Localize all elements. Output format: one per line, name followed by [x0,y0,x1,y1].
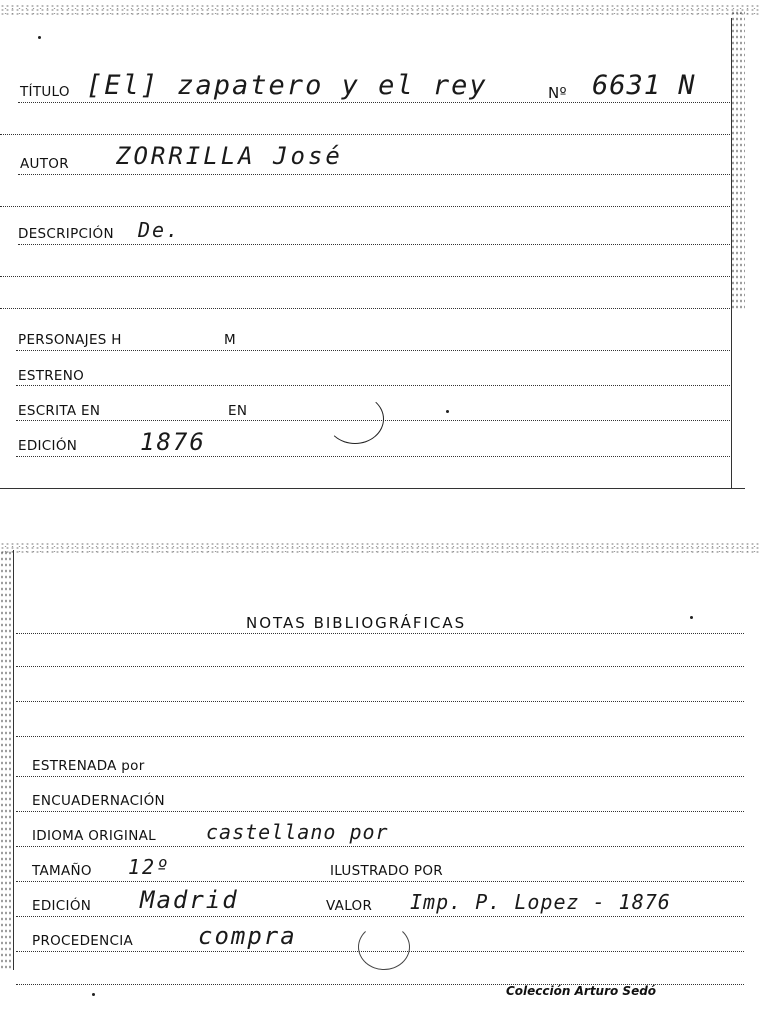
idioma-label: IDIOMA ORIGINAL [32,828,156,844]
valor-label: VALOR [326,898,373,914]
encuadernacion-label: ENCUADERNACIÓN [32,793,165,809]
blank-rule-6 [16,701,744,702]
card-bottom-border [0,488,745,489]
blank-rule-2 [0,206,730,207]
titulo-rule [18,102,730,103]
ink-speck [38,36,41,39]
encuadernacion-rule [16,811,744,812]
ilustrado-label: ILUSTRADO POR [330,863,443,879]
escrita-label: ESCRITA EN [18,403,101,419]
procedencia-value: compra [198,922,297,950]
edicion-value: 1876 [140,428,206,456]
numero-value: 6631 N [592,70,696,101]
estreno-rule [16,385,730,386]
autor-value: ZORRILLA José [116,142,343,170]
estrenada-label: ESTRENADA por [32,758,145,774]
idioma-value: castellano por [206,820,389,844]
idioma-rule [16,846,744,847]
descripcion-rule [18,244,730,245]
edicion2-value: Madrid [140,886,239,914]
tamano-value: 12º [128,855,171,879]
titulo-label: TÍTULO [20,84,70,100]
blank-rule-5 [16,666,744,667]
personajes-m-label: M [224,332,236,348]
ink-speck [446,410,449,413]
blank-rule-4 [0,308,730,309]
card-right-edge-texture [731,10,745,310]
card-left-edge-texture [0,550,14,970]
edicion2-rule [16,916,744,917]
card-top-edge-texture [0,542,759,554]
ink-speck [92,993,95,996]
catalog-card-main [0,0,759,495]
descripcion-value: De. [138,218,181,242]
autor-label: AUTOR [20,156,69,172]
tamano-rule [16,881,744,882]
card-right-border [731,18,732,488]
personajes-rule [16,350,730,351]
blank-rule-1 [0,134,730,135]
blank-rule-7 [16,736,744,737]
estrenada-rule [16,776,744,777]
edicion-rule [16,456,730,457]
card-left-border [13,550,14,970]
stamp-mark [326,394,384,444]
descripcion-label: DESCRIPCIÓN [18,226,114,242]
tamano-label: TAMAÑO [32,863,92,879]
edicion-label: EDICIÓN [18,438,78,454]
edicion2-label: EDICIÓN [32,898,92,914]
notes-heading: NOTAS BIBLIOGRÁFICAS [246,614,467,632]
autor-rule [18,174,730,175]
collection-credit: Colección Arturo Sedó [506,984,657,998]
escrita-en-label: EN [228,403,248,419]
catalog-card-notes [0,540,759,1000]
procedencia-label: PROCEDENCIA [32,933,134,949]
heading-rule [16,633,744,634]
numero-label: Nº [548,84,567,102]
card-top-edge-texture [0,4,759,16]
valor-value: Imp. P. Lopez - 1876 [410,890,671,914]
estreno-label: ESTRENO [18,368,85,384]
blank-rule-3 [0,276,730,277]
stamp-mark [358,924,410,970]
titulo-value: [El] zapatero y el rey [86,70,488,101]
ink-speck [690,616,693,619]
personajes-label: PERSONAJES H [18,332,122,348]
